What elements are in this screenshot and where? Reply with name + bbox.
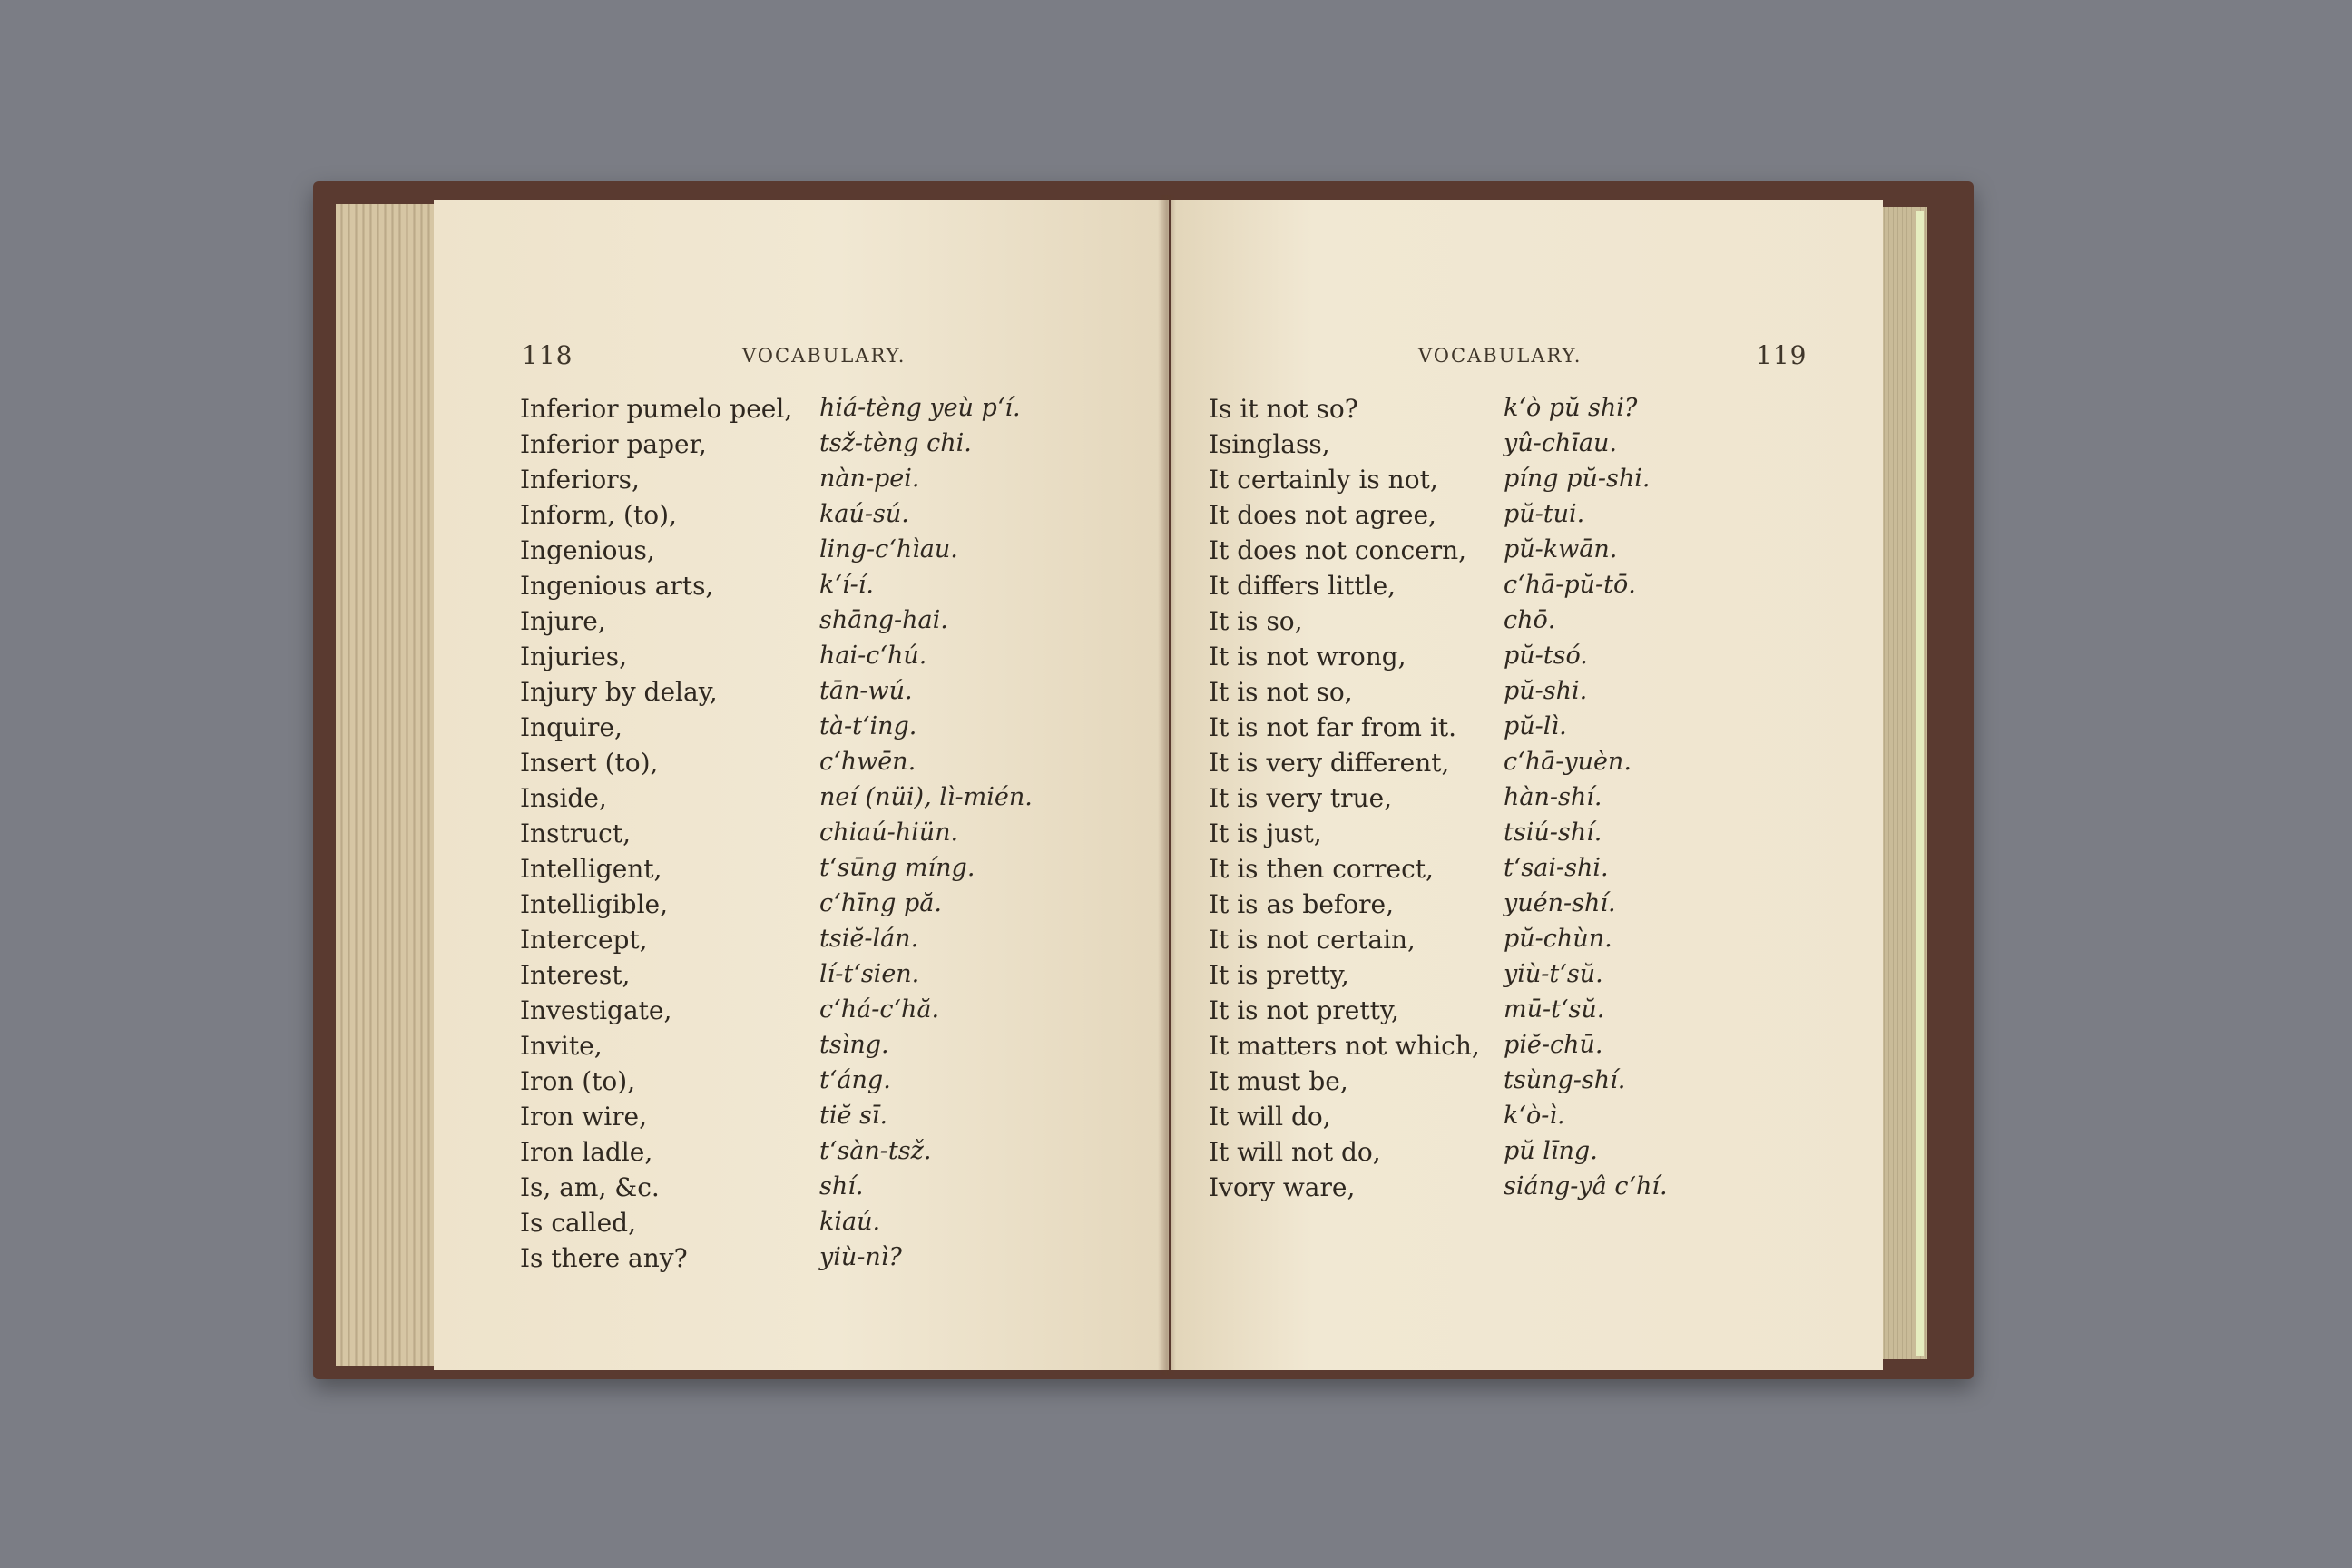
english-term: Is called, — [520, 1208, 637, 1238]
english-term: Inferior pumelo peel, — [520, 394, 793, 424]
romanized-chinese-term: cʻhwēn. — [819, 748, 916, 776]
romanized-chinese-term: kiaú. — [819, 1208, 881, 1236]
english-term: Instruct, — [520, 818, 631, 848]
english-term: Injuries, — [520, 642, 627, 671]
english-term: Inquire, — [520, 712, 622, 742]
left-running-head: VOCABULARY. — [742, 345, 906, 367]
english-term: Intelligent, — [520, 854, 662, 884]
english-term: It will do, — [1209, 1102, 1331, 1132]
english-term: Inform, (to), — [520, 500, 677, 530]
romanized-chinese-term: lí-tʻsien. — [819, 960, 920, 988]
english-term: It is pretty, — [1209, 960, 1349, 990]
romanized-chinese-term: cʻhīng pă. — [819, 889, 942, 917]
romanized-chinese-term: pŭ-lì. — [1504, 712, 1567, 740]
english-term: It does not agree, — [1209, 500, 1436, 530]
english-term: It is so, — [1209, 606, 1303, 636]
english-term: Isinglass, — [1209, 429, 1330, 459]
english-term: Injury by delay, — [520, 677, 718, 707]
english-term: Invite, — [520, 1031, 603, 1061]
romanized-chinese-term: neí (nüi), lì-mién. — [819, 783, 1033, 811]
english-term: Inside, — [520, 783, 607, 813]
left-page-number: 118 — [522, 340, 573, 370]
english-term: Injure, — [520, 606, 606, 636]
left-page-edges — [336, 204, 445, 1366]
right-running-head: VOCABULARY. — [1418, 345, 1583, 367]
english-term: Iron (to), — [520, 1066, 636, 1096]
romanized-chinese-term: shāng-hai. — [819, 606, 948, 634]
english-term: It is very different, — [1209, 748, 1450, 778]
romanized-chinese-term: kʻò-ì. — [1504, 1102, 1565, 1130]
english-term: Ingenious arts, — [520, 571, 714, 601]
romanized-chinese-term: yiù-tʻsŭ. — [1504, 960, 1603, 988]
romanized-chinese-term: kaú-sú. — [819, 500, 909, 528]
romanized-chinese-term: tān-wú. — [819, 677, 913, 705]
romanized-chinese-term: siáng-yâ cʻhí. — [1504, 1172, 1668, 1200]
english-term: Is, am, &c. — [520, 1172, 660, 1202]
romanized-chinese-term: cʻhá-cʻhă. — [819, 995, 940, 1024]
romanized-chinese-term: tà-tʻing. — [819, 712, 917, 740]
english-term: It is then correct, — [1209, 854, 1434, 884]
romanized-chinese-term: pŭ-tsó. — [1504, 642, 1588, 670]
romanized-chinese-term: kʻí-í. — [819, 571, 874, 599]
english-term: Intercept, — [520, 925, 648, 955]
romanized-chinese-term: pŭ-kwān. — [1504, 535, 1618, 564]
romanized-chinese-term: tʻsūng míng. — [819, 854, 975, 882]
english-term: Interest, — [520, 960, 631, 990]
romanized-chinese-term: tʻsai-shi. — [1504, 854, 1609, 882]
english-term: It does not concern, — [1209, 535, 1467, 565]
romanized-chinese-term: mū-tʻsŭ. — [1504, 995, 1605, 1024]
romanized-chinese-term: ling-cʻhìau. — [819, 535, 958, 564]
english-term: It is not pretty, — [1209, 995, 1399, 1025]
romanized-chinese-term: hiá-tèng yeù pʻí. — [819, 394, 1021, 422]
english-term: Inferior paper, — [520, 429, 707, 459]
romanized-chinese-term: chō. — [1504, 606, 1556, 634]
romanized-chinese-term: tʻáng. — [819, 1066, 891, 1094]
romanized-chinese-term: tiĕ sī. — [819, 1102, 888, 1130]
english-term: It must be, — [1209, 1066, 1348, 1096]
romanized-chinese-term: cʻhā-yuèn. — [1504, 748, 1632, 776]
romanized-chinese-term: pŭ-chùn. — [1504, 925, 1612, 953]
english-term: It matters not which, — [1209, 1031, 1480, 1061]
english-term: Iron wire, — [520, 1102, 648, 1132]
romanized-chinese-term: hàn-shí. — [1504, 783, 1602, 811]
romanized-chinese-term: cʻhā-pŭ-tō. — [1504, 571, 1636, 599]
english-term: Inferiors, — [520, 465, 640, 495]
romanized-chinese-term: tsùng-shí. — [1504, 1066, 1626, 1094]
english-term: It is just, — [1209, 818, 1322, 848]
romanized-chinese-term: shí. — [819, 1172, 864, 1200]
english-term: Insert (to), — [520, 748, 659, 778]
romanized-chinese-term: yuén-shí. — [1504, 889, 1616, 917]
english-term: It certainly is not, — [1209, 465, 1438, 495]
english-term: It is not so, — [1209, 677, 1353, 707]
english-term: Iron ladle, — [520, 1137, 653, 1167]
romanized-chinese-term: yiù-nì? — [819, 1243, 902, 1271]
romanized-chinese-term: piĕ-chū. — [1504, 1031, 1603, 1059]
romanized-chinese-term: píng pŭ-shi. — [1504, 465, 1651, 493]
right-page-number: 119 — [1756, 340, 1808, 370]
english-term: Is it not so? — [1209, 394, 1358, 424]
english-term: It is as before, — [1209, 889, 1394, 919]
english-term: It is not wrong, — [1209, 642, 1406, 671]
right-edge-strip — [1916, 211, 1924, 1356]
romanized-chinese-term: tsiú-shí. — [1504, 818, 1602, 847]
english-term: It is not far from it. — [1209, 712, 1456, 742]
romanized-chinese-term: kʻò pŭ shi? — [1504, 394, 1638, 422]
romanized-chinese-term: pŭ līng. — [1504, 1137, 1598, 1165]
romanized-chinese-term: hai-cʻhú. — [819, 642, 927, 670]
book-gutter — [1158, 195, 1176, 1375]
romanized-chinese-term: nàn-pei. — [819, 465, 920, 493]
romanized-chinese-term: chiaú-hiün. — [819, 818, 959, 847]
romanized-chinese-term: yû-chīau. — [1504, 429, 1617, 457]
english-term: Intelligible, — [520, 889, 669, 919]
english-term: Ingenious, — [520, 535, 655, 565]
english-term: Is there any? — [520, 1243, 688, 1273]
english-term: Investigate, — [520, 995, 672, 1025]
english-term: It differs little, — [1209, 571, 1396, 601]
romanized-chinese-term: pŭ-tui. — [1504, 500, 1585, 528]
romanized-chinese-term: tsìng. — [819, 1031, 889, 1059]
romanized-chinese-term: tsž-tèng chi. — [819, 429, 972, 457]
english-term: Ivory ware, — [1209, 1172, 1356, 1202]
english-term: It will not do, — [1209, 1137, 1381, 1167]
romanized-chinese-term: pŭ-shi. — [1504, 677, 1588, 705]
romanized-chinese-term: tsiĕ-lán. — [819, 925, 919, 953]
romanized-chinese-term: tʻsàn-tsž. — [819, 1137, 932, 1165]
english-term: It is not certain, — [1209, 925, 1416, 955]
english-term: It is very true, — [1209, 783, 1393, 813]
